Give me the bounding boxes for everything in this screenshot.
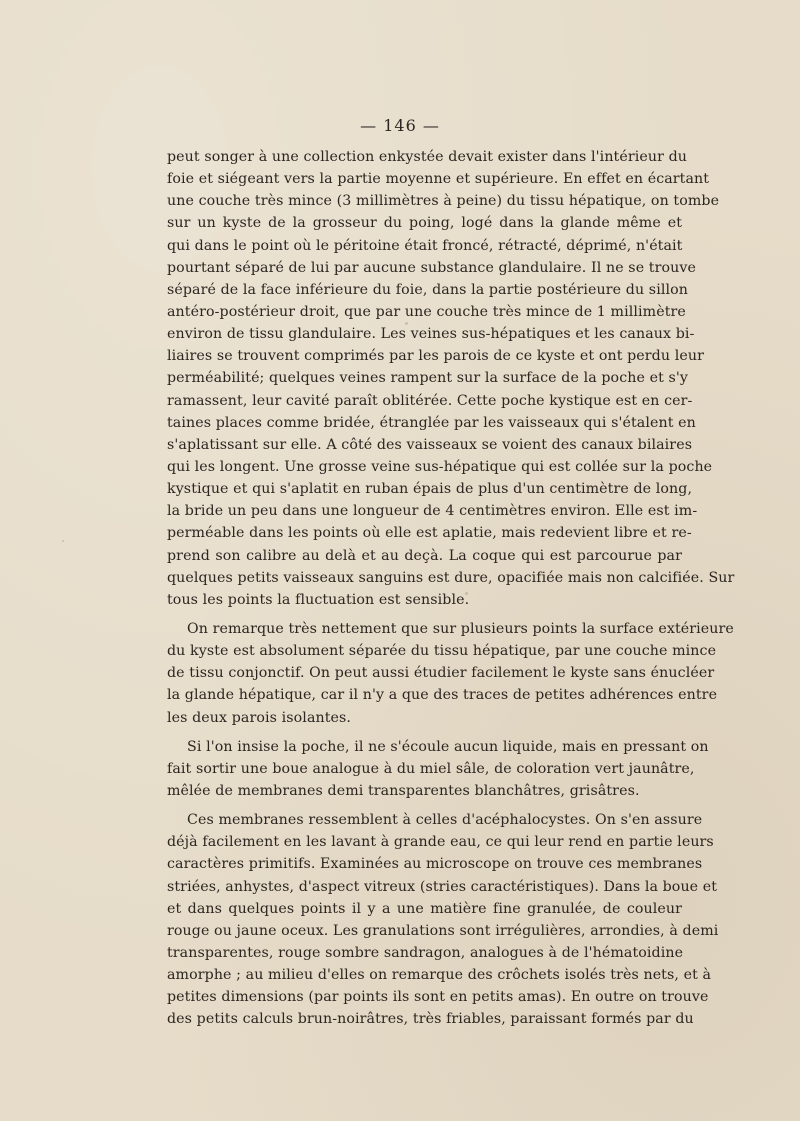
text-line: liaires se trouvent comprimés par les parois de ce kyste et ont perdu leur [167,348,704,365]
text-line: séparé de la face inférieure du foie, dans la partie postérieure du sillon [167,281,688,298]
text-line: On remarque très nettement que sur plusieurs points la surface extérieure [187,620,734,637]
text-line: peut songer à une collection enkystée devait exister dans l'intérieur du [167,149,688,165]
paper-spot [62,540,64,542]
text-line: Ces membranes ressemblent à celles d'acéphalocystes. On s'en assure [187,812,703,829]
text-line: taines places comme bridée, étranglée par les vaisseaux qui s'étalent en [167,414,696,431]
text-line: transparentes, rouge sombre sandragon, analogues à de l'hématoidine [167,944,684,961]
text-line: de tissu conjonctif. On peut aussi étudier facilement le kyste sans énucléer [167,665,715,682]
paragraph [167,736,709,802]
text-line: du kyste est absolument séparée du tissu hépatique, par une couche mince [167,643,717,660]
paragraph [167,809,719,1030]
text-line: pourtant séparé de lui par aucune substance glandulaire. Il ne se trouve [167,259,696,276]
text-line: s'aplatissant sur elle. A côté des vaisseaux se voient des canaux bilaires [167,436,693,453]
text-line: amorphe ; au milieu d'elles on remarque des crôchets isolés très nets, et à [167,967,712,984]
text-line: sur un kyste de la grosseur du poing, logé dans la glande même et [167,215,682,232]
text-line: antéro-postérieur droit, que par une couche très mince de 1 millimètre [167,303,686,320]
text-line: quelques petits vaisseaux sanguins est dure, opacifiée mais non calcifiée. Sur [167,569,735,586]
paper-spot [465,592,468,595]
text-line: mêlée de membranes demi transparentes blanchâtres, grisâtres. [167,782,640,799]
text-line: la glande hépatique, car il n'y a que des traces de petites adhérences entre [167,687,718,704]
paper-spot [405,322,408,325]
text-line: une couche très mince (3 millimètres à peine) du tissu hépatique, on tombe [167,193,720,210]
text-line: les deux parois isolantes. [167,709,352,726]
paper-spot [520,1000,522,1002]
text-line: caractères primitifs. Examinées au microscope on trouve ces membranes [167,856,703,873]
paragraph [167,618,734,729]
paragraph [167,146,735,611]
text-line: tous les points la fluctuation est sensible. [167,591,470,608]
text-line: déjà facilement en les lavant à grande eau, ce qui leur rend en partie leurs [167,834,714,851]
text-line: la bride un peu dans une longueur de 4 centimètres environ. Elle est im- [167,503,698,520]
paragraph-gap [167,802,682,809]
text-line: et dans quelques points il y a une matière fine granulée, de couleur [167,900,682,917]
paragraph-gap [167,729,682,736]
body-text [167,146,735,1030]
text-line: kystique et qui s'aplatit en ruban épais de plus d'un centimètre de long, [167,481,693,498]
text-line: perméable dans les points où elle est aplatie, mais redevient libre et re- [167,525,692,542]
text-line: perméabilité; quelques veines rampent sur la surface de la poche et s'y [167,370,688,387]
paragraph-gap [167,611,682,618]
text-line: petites dimensions (par points ils sont en petits amas). En outre on trouve [167,989,709,1006]
text-line: Si l'on insise la poche, il ne s'écoule aucun liquide, mais en pressant on [187,738,709,755]
text-line: fait sortir une boue analogue à du miel sâle, de coloration vert jaunâtre, [167,760,695,777]
text-line: prend son calibre au delà et au deçà. La coque qui est parcourue par [167,547,682,564]
text-line: qui les longent. Une grosse veine sus-hépatique qui est collée sur la poche [167,458,713,475]
text-line: rouge ou jaune oceux. Les granulations sont irrégulières, arrondies, à demi [167,922,719,939]
text-line: foie et siégeant vers la partie moyenne et supérieure. En effet en écartant [167,171,710,188]
text-line: ramassent, leur cavité paraît oblitérée. Cette poche kystique est en cer- [167,392,693,409]
text-line: qui dans le point où le péritoine était froncé, rétracté, déprimé, n'était [167,237,683,254]
text-line: environ de tissu glandulaire. Les veines sus-hépatiques et les canaux bi- [167,326,695,343]
text-line: des petits calculs brun-noirâtres, très friables, paraissant formés par du [167,1011,694,1028]
text-line: striées, anhystes, d'aspect vitreux (stries caractéristiques). Dans la boue et [167,878,718,895]
page-number: — 146 — [360,116,440,135]
